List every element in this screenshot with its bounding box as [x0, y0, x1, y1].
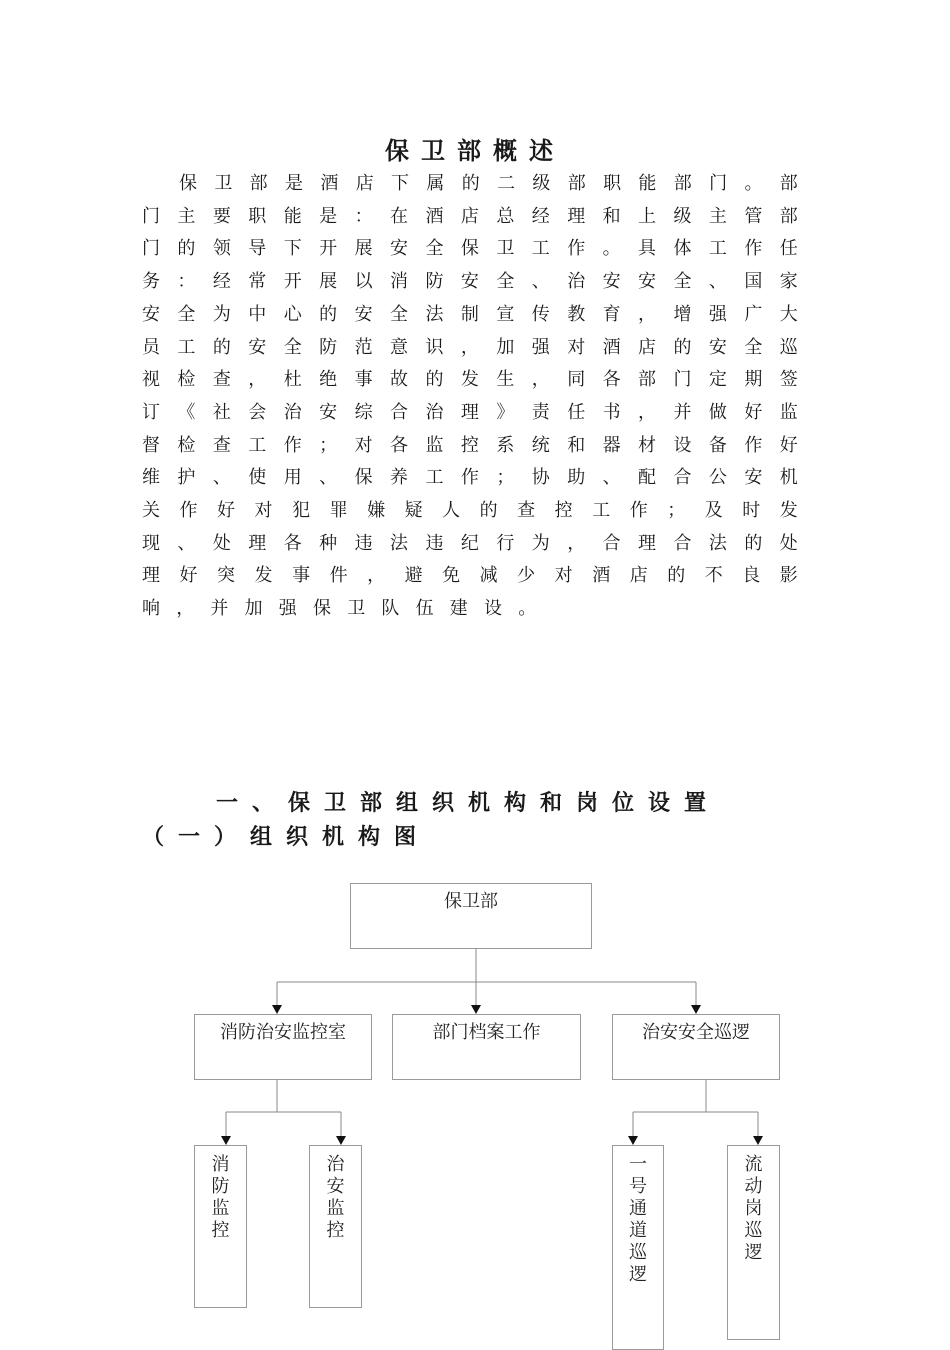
sub-heading: （一）组织机构图 [142, 824, 431, 850]
section-heading: 一、保卫部组织机构和岗位设置 [216, 790, 721, 816]
org-node-label: 流动岗巡逻 [744, 1154, 763, 1263]
org-node-patrol: 治安安全巡逻 [612, 1014, 780, 1080]
intro-paragraph: 保卫部是酒店下属的二级部职能部门。部门主要职能是：在酒店总经理和上级主管部门的领导下开展安全保卫工作。具体工作任务：经常开展以消防安全、治安安全、国家安全为中心的安全法制宣传教育，增强广大员工的安全防范意识，加强对酒店的安全巡视检查，杜绝事故的发生，同各部门定期签订《社会治安综合治理》责任书，并做好监督检查工作；对各监控系统和器材设备作好维护、使用、保养工作；协助、配合公安机关作好对犯罪嫌疑人的查控工作；及时发现、处理各种违法违纪行为，合理合法的处理好突发事件，避免减少对酒店的不良影响，并加强保卫队伍建设。 [142, 173, 814, 620]
org-node-monitoring-room: 消防治安监控室 [194, 1014, 372, 1080]
org-node-security-monitoring [309, 1145, 362, 1308]
org-node-label: 消防监控 [211, 1154, 230, 1241]
arrow-head [336, 1136, 346, 1145]
org-node-archives: 部门档案工作 [392, 1014, 581, 1080]
org-node-label: 一号通道巡逻 [629, 1154, 647, 1285]
arrow-head [628, 1136, 638, 1145]
org-node-passage-patrol [612, 1145, 664, 1350]
org-node-label: 治安监控 [326, 1154, 345, 1241]
org-node-mobile-patrol [727, 1145, 780, 1340]
arrow-head [471, 1005, 481, 1014]
arrow-head [691, 1005, 701, 1014]
page-title: 保卫部概述 [385, 136, 565, 165]
arrow-head [272, 1005, 282, 1014]
org-node-root: 保卫部 [350, 883, 592, 949]
arrow-head [221, 1136, 231, 1145]
org-node-fire-monitoring [194, 1145, 247, 1308]
arrow-head [753, 1136, 763, 1145]
